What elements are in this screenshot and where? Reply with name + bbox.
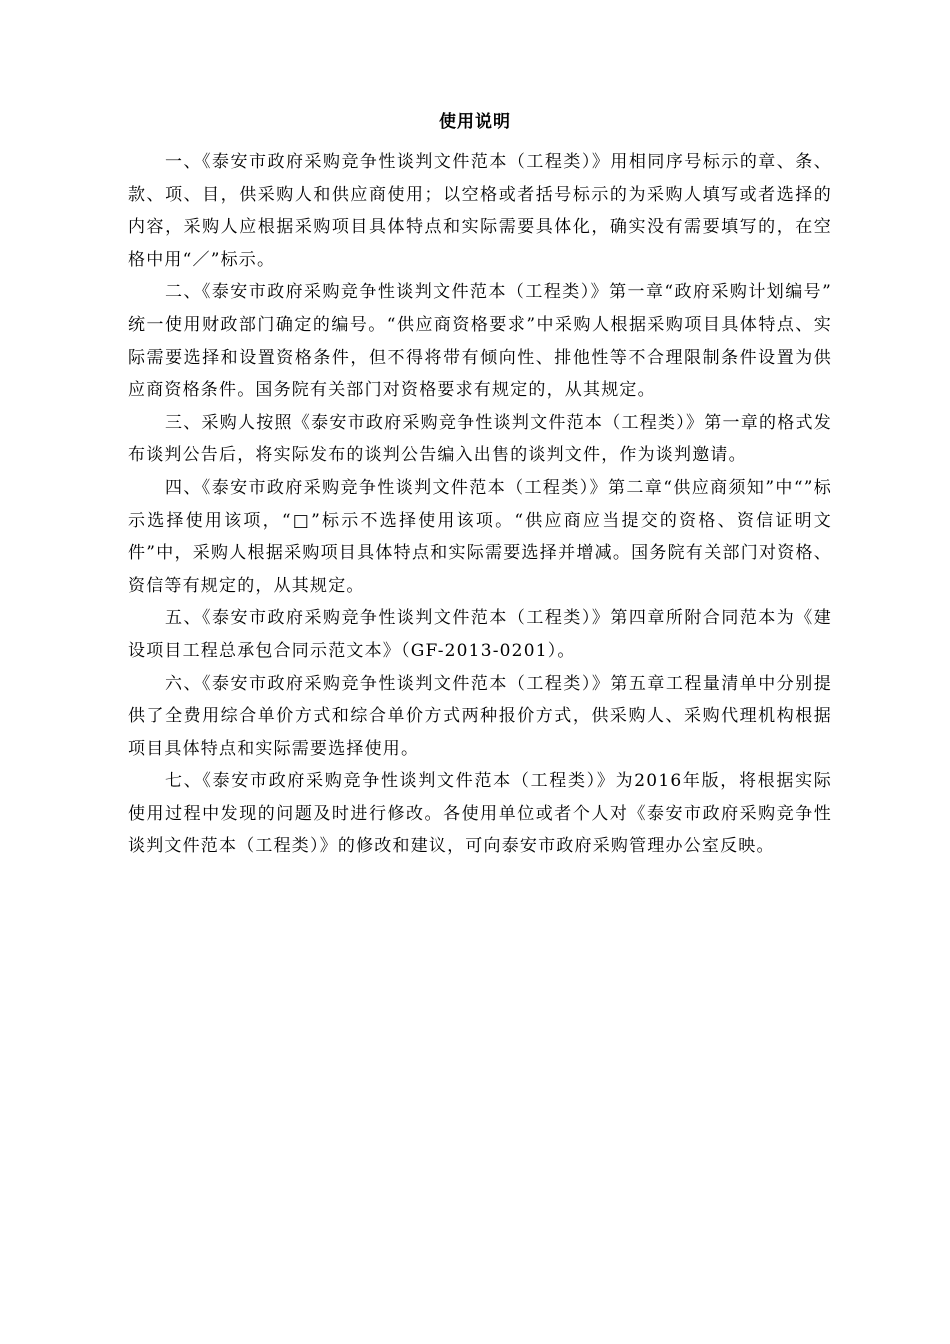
paragraph-6: 六、《泰安市政府采购竞争性谈判文件范本（工程类）》第五章工程量清单中分别提供了全费用综合单价方式和综合单价方式两种报价方式，供采购人、采购代理机构根据项目具体特点和实际需要选择使用。 [128,673,832,759]
paragraph-1: 一、《泰安市政府采购竞争性谈判文件范本（工程类）》用相同序号标示的章、条、款、项、目，供采购人和供应商使用；以空格或者括号标示的为采购人填写或者选择的内容，采购人应根据采购项目具体特点和实际需要具体化，确实没有需要填写的，在空格中用“／”标示。 [128,152,832,270]
document-title: 使用说明 [439,112,511,132]
paragraph-5: 五、《泰安市政府采购竞争性谈判文件范本（工程类）》第四章所附合同范本为《建设项目工程总承包合同示范文本》（GF-2013-0201）。 [128,608,832,661]
paragraph-4: 四、《泰安市政府采购竞争性谈判文件范本（工程类）》第二章“供应商须知”中“”标示选择使用该项，“□”标示不选择使用该项。“供应商应当提交的资格、资信证明文件”中，采购人根据采购项目具体特点和实际需要选择并增减。国务院有关部门对资格、资信等有规定的，从其规定。 [128,477,832,596]
paragraph-7: 七、《泰安市政府采购竞争性谈判文件范本（工程类）》为2016年版，将根据实际使用过程中发现的问题及时进行修改。各使用单位或者个人对《泰安市政府采购竞争性谈判文件范本（工程类）》的修改和建议，可向泰安市政府采购管理办公室反映。 [128,771,832,857]
document-body [128,146,832,863]
paragraph-3: 三、采购人按照《泰安市政府采购竞争性谈判文件范本（工程类）》第一章的格式发布谈判公告后，将实际发布的谈判公告编入出售的谈判文件，作为谈判邀请。 [128,412,832,466]
paragraph-2: 二、《泰安市政府采购竞争性谈判文件范本（工程类）》第一章“政府采购计划编号” 统一使用财政部门确定的编号。“供应商资格要求”中采购人根据采购项目具体特点、实际需要选择和设置资格条件，但不得将带有倾向性、排他性等不合理限制条件设置为供应商资格条件。国务院有关部门对资格要求有规定的，从其规定。 [128,282,832,401]
